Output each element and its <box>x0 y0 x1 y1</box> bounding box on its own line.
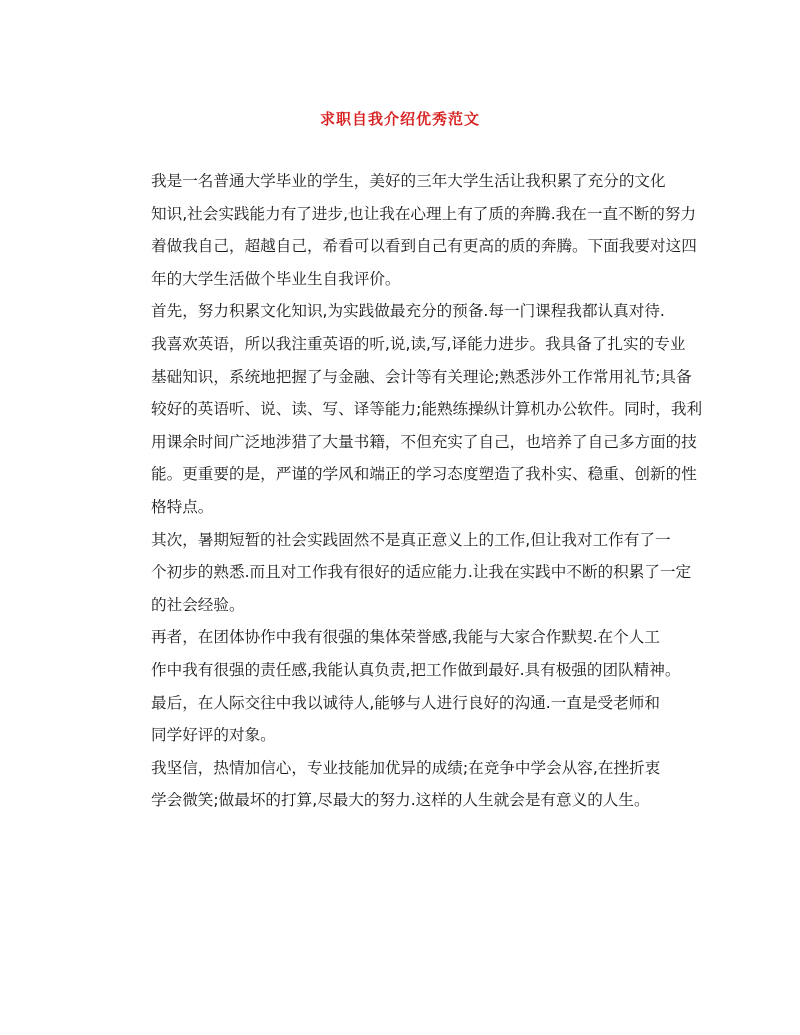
paragraph-line: 年的大学生活做个毕业生自我评价。 <box>151 269 401 288</box>
paragraph-line: 能。更重要的是，严谨的学风和端正的学习态度塑造了我朴实、稳重、创新的性 <box>151 465 697 484</box>
paragraph-4 <box>120 621 686 686</box>
paragraph-line: 我喜欢英语，所以我注重英语的听,说,读,写,译能力进步。我具备了扎实的专业 <box>151 334 686 353</box>
paragraph-line: 个初步的熟悉.而且对工作我有很好的适应能力.让我在实践中不断的积累了一定 <box>151 563 692 582</box>
paragraph-6 <box>120 752 686 817</box>
paragraph-2 <box>120 295 703 523</box>
paragraph-line: 知识,社会实践能力有了进步,也让我在心理上有了质的奔腾.我在一直不断的努力 <box>151 204 697 223</box>
paragraph-line: 较好的英语听、说、读、写、译等能力;能熟练操纵计算机办公软件。同时，我利 <box>151 400 703 419</box>
paragraph-line: 最后，在人际交往中我以诚待人,能够与人进行良好的沟通.一直是受老师和 <box>151 693 660 712</box>
paragraph-line: 其次，暑期短暂的社会实践固然不是真正意义上的工作,但让我对工作有了一 <box>151 530 671 549</box>
paragraph-line: 基础知识，系统地把握了与金融、会计等有关理论;熟悉涉外工作常用礼节;具备 <box>151 367 692 386</box>
paragraph-5 <box>120 687 686 752</box>
paragraph-line: 学会微笑;做最坏的打算,尽最大的努力.这样的人生就会是有意义的人生。 <box>151 791 650 810</box>
document-title: 求职自我介绍优秀范文 <box>319 110 480 128</box>
paragraph-line: 我坚信，热情加信心，专业技能加优异的成绩;在竞争中学会从容,在挫折衷 <box>151 758 661 777</box>
paragraph-line: 再者，在团体协作中我有很强的集体荣誉感,我能与大家合作默契.在个人工 <box>151 628 660 647</box>
paragraph-1 <box>120 165 697 295</box>
paragraph-line: 的社会经验。 <box>151 595 245 614</box>
paragraph-line: 我是一名普通大学毕业的学生，美好的三年大学生活让我积累了充分的文化 <box>151 172 666 190</box>
document-body <box>120 165 703 817</box>
paragraph-line: 作中我有很强的责任感,我能认真负责,把工作做到最好.具有极强的团队精神。 <box>151 660 681 679</box>
paragraph-line: 同学好评的对象。 <box>151 726 276 745</box>
paragraph-line: 格特点。 <box>151 497 214 516</box>
paragraph-3 <box>120 524 692 622</box>
paragraph-line: 用课余时间广泛地涉猎了大量书籍，不但充实了自己，也培养了自己多方面的技 <box>151 432 697 451</box>
paragraph-line: 首先，努力积累文化知识,为实践做最充分的预备.每一门课程我都认真对待. <box>151 302 665 321</box>
paragraph-line: 着做我自己，超越自己，希看可以看到自己有更高的质的奔腾。下面我要对这四 <box>151 237 697 256</box>
